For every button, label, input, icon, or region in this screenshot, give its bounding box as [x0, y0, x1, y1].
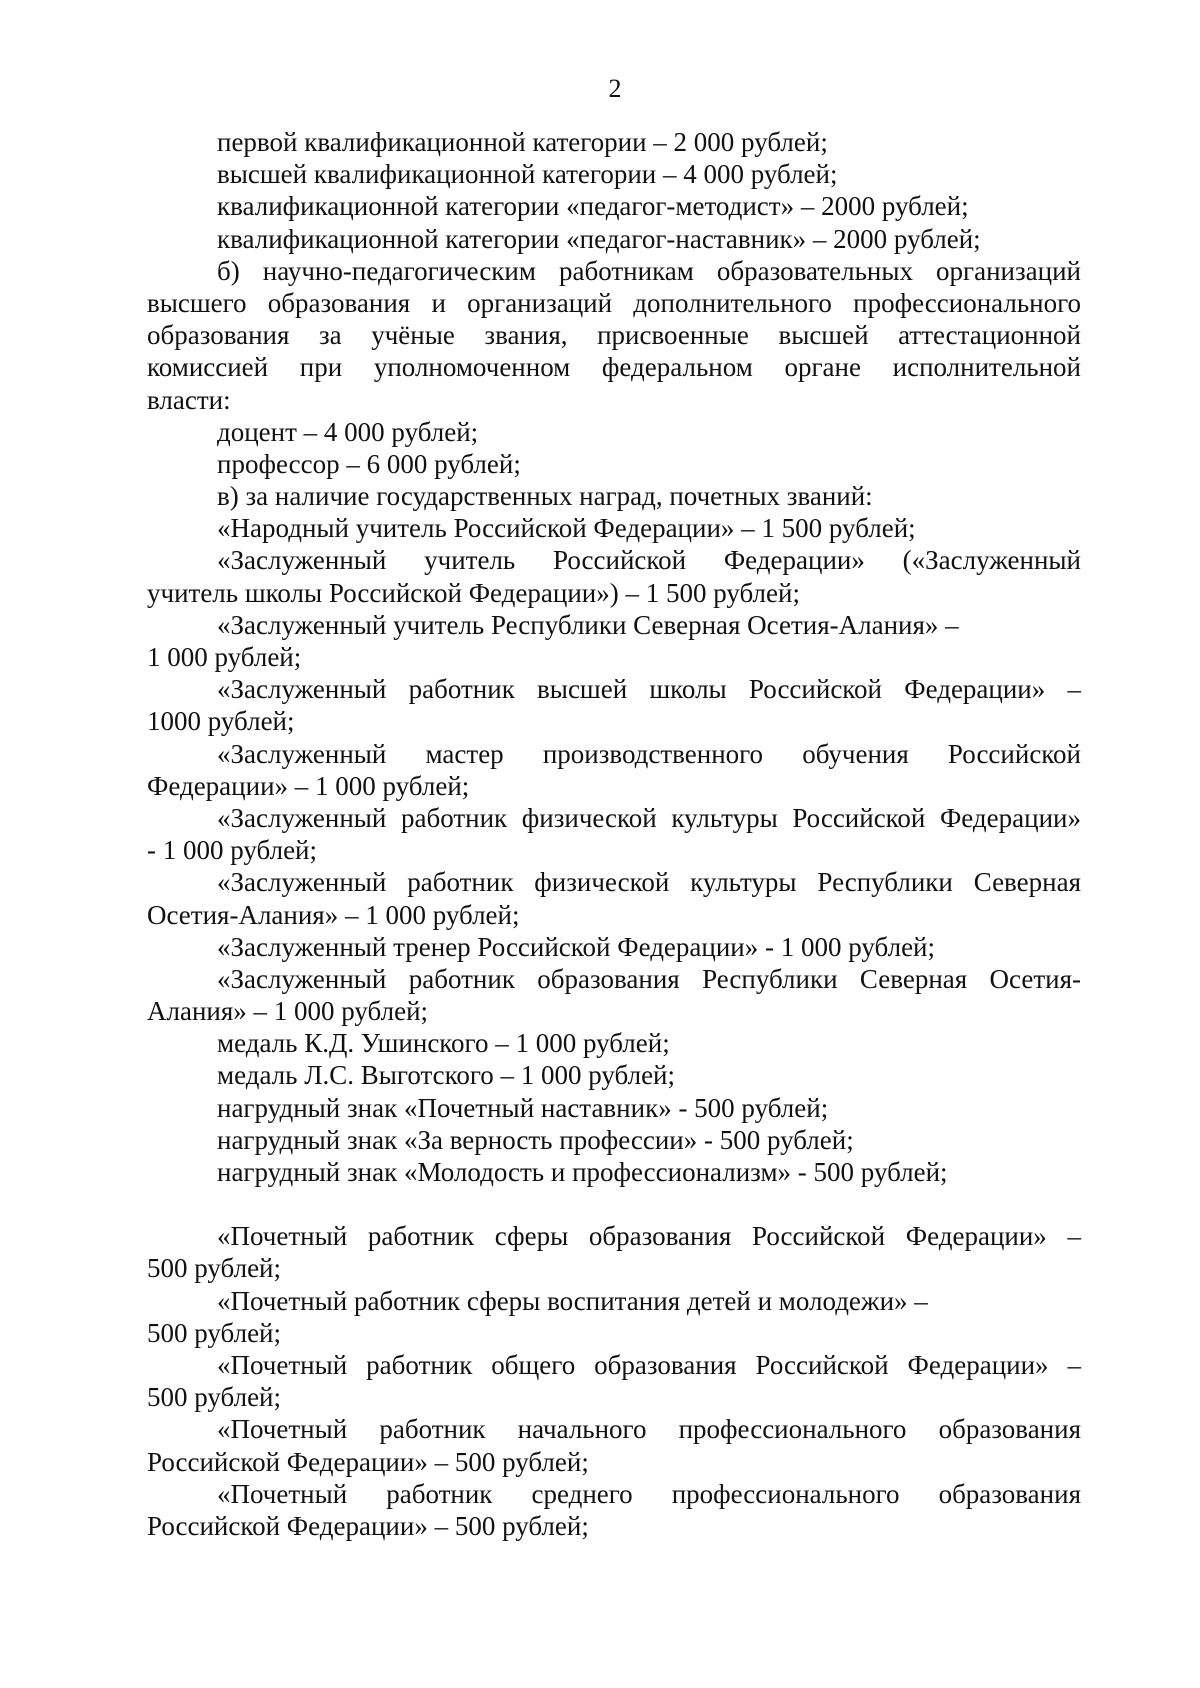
text-line: «Почетный работник среднего профессионального образования	[217, 1478, 1081, 1509]
text-line: «Заслуженный тренер Российской Федерации» - 1 000 рублей;	[217, 931, 936, 962]
text-line: «Почетный работник начального профессионального образования	[217, 1414, 1081, 1445]
text-line: «Почетный работник сферы образования Российской Федерации» –	[217, 1221, 1081, 1252]
text-line: «Заслуженный работник физической культуры Российской Федерации»	[217, 802, 1081, 833]
text-line: в) за наличие государственных наград, почетных званий:	[217, 481, 873, 512]
document-body	[147, 126, 1081, 1542]
text-line: «Заслуженный мастер производственного обучения Российской	[217, 738, 1081, 769]
text-line: образования за учёные звания, присвоенные высшей аттестационной	[147, 320, 1081, 351]
text-line: «Почетный работник общего образования Российской Федерации» –	[217, 1349, 1081, 1380]
text-line: Российской Федерации» – 500 рублей;	[147, 1510, 589, 1541]
text-line: 1000 рублей;	[147, 706, 295, 737]
text-line: «Почетный работник сферы воспитания детей и молодежи» –	[217, 1285, 928, 1316]
text-line: квалификационной категории «педагог-наставник» – 2000 рублей;	[217, 223, 981, 254]
text-line: профессор – 6 000 рублей;	[217, 448, 521, 479]
text-line: Российской Федерации» – 500 рублей;	[147, 1446, 589, 1477]
text-line: «Народный учитель Российской Федерации» – 1 500 рублей;	[217, 513, 916, 544]
text-line: нагрудный знак «Почетный наставник» - 500 рублей;	[217, 1092, 829, 1123]
text-line: 500 рублей;	[147, 1382, 282, 1413]
text-line: Федерации» – 1 000 рублей;	[147, 770, 470, 801]
text-line: первой квалификационной категории – 2 000 рублей;	[217, 127, 828, 157]
text-line: б) научно-педагогическим работникам образовательных организаций	[217, 255, 1081, 286]
text-line: - 1 000 рублей;	[147, 835, 318, 866]
text-line: «Заслуженный учитель Республики Северная Осетия-Алания» –	[217, 609, 959, 640]
text-line: власти:	[147, 384, 231, 415]
text-line: медаль Л.С. Выготского – 1 000 рублей;	[217, 1060, 675, 1091]
text-line: нагрудный знак «За верность профессии» - 500 рублей;	[217, 1124, 854, 1155]
text-line: высшего образования и организаций дополнительного профессионального	[147, 287, 1081, 318]
text-line: квалификационной категории «педагог-методист» – 2000 рублей;	[217, 191, 969, 222]
text-line: 1 000 рублей;	[147, 642, 302, 672]
text-line: высшей квалификационной категории – 4 000 рублей;	[217, 159, 838, 190]
paragraph-gap	[147, 1188, 1081, 1220]
text-line: Осетия-Алания» – 1 000 рублей;	[147, 899, 520, 930]
text-line: доцент – 4 000 рублей;	[217, 416, 479, 447]
page-number: 2	[608, 74, 622, 103]
text-line: учитель школы Российской Федерации») – 1 500 рублей;	[147, 577, 800, 608]
text-line: комиссией при уполномоченном федеральном органе исполнительной	[147, 352, 1081, 383]
text-line: «Заслуженный работник физической культуры Республики Северная	[217, 867, 1081, 898]
text-line: нагрудный знак «Молодость и профессионализм» - 500 рублей;	[217, 1157, 948, 1187]
text-line: «Заслуженный работник образования Республики Северная Осетия-	[217, 963, 1081, 994]
text-line: Алания» – 1 000 рублей;	[147, 996, 429, 1027]
text-line: 500 рублей;	[147, 1317, 282, 1348]
text-line: «Заслуженный работник высшей школы Российской Федерации» –	[217, 674, 1081, 705]
text-line: 500 рублей;	[147, 1253, 282, 1284]
text-line: «Заслуженный учитель Российской Федерации» («Заслуженный	[217, 545, 1081, 576]
text-line: медаль К.Д. Ушинского – 1 000 рублей;	[217, 1028, 670, 1059]
